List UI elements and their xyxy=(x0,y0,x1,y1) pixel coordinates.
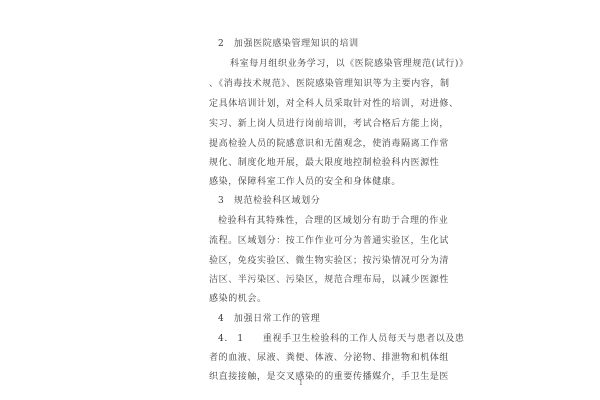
paragraph-line: 科室每月组织业务学习，以《医院感染管理规范(试行)》 xyxy=(230,59,469,69)
paragraph-line: 规化、制度化地开展，最大限度地控制检验科内医源性 xyxy=(209,158,440,168)
section-heading-training: 2 加强医院感染管理知识的培训 xyxy=(218,39,359,49)
paragraph-line: 流程。区域划分：按工作作业可分为普通实验区，生化试 xyxy=(209,236,450,246)
paragraph-line: 提高检验人员的院感意识和无菌观念，使消毒隔离工作常 xyxy=(209,139,450,149)
paragraph-line: 感染，保障科室工作人员的安全和身体健康。 xyxy=(209,177,402,187)
section-heading-daily-management: 4 加强日常工作的管理 xyxy=(218,314,321,324)
paragraph-line: 感染的机会。 xyxy=(209,294,267,304)
paragraph-line: 定具体培训计划，对全科人员采取针对性的培训，对进修、 xyxy=(209,99,459,109)
section-heading-zoning: 3 规范检验科区域划分 xyxy=(218,196,321,206)
page-number: 1 xyxy=(299,380,303,387)
paragraph-line: 、《消毒技术规范》、医院感染管理知识等为主要内容，制 xyxy=(209,79,450,89)
paragraph-line: 检验科有其特殊性，合理的区域划分有助于合理的作业 xyxy=(218,216,449,226)
paragraph-line: 者的血液、尿液、粪便、体液、分泌物、排泄物和机体组 xyxy=(209,353,450,363)
paragraph-line: 织直接接触，是交叉感染的的重要传播媒介，手卫生是医 xyxy=(209,372,450,382)
paragraph-line: 实习、新上岗人员进行岗前培训，考试合格后方能上岗， xyxy=(209,119,450,129)
paragraph-line: 洁区、半污染区、污染区，规范合理布局，以减少医源性 xyxy=(209,275,450,285)
paragraph-line: 4. 1 重视手卫生检验科的工作人员每天与患者以及患 xyxy=(218,334,465,344)
paragraph-line: 验区，免疫实验区、微生物实验区；按污染情况可分为清 xyxy=(209,256,450,266)
